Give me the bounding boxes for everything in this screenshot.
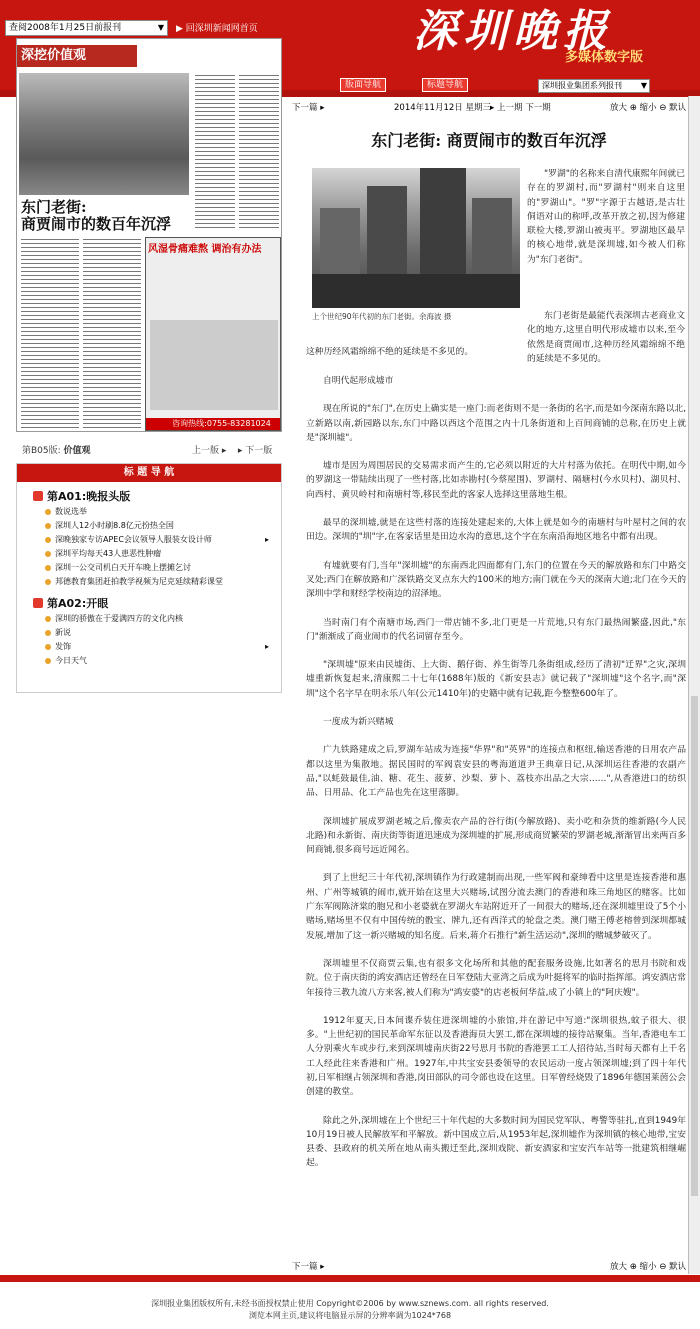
next-section-label: 下一版 [245, 446, 273, 456]
thumbnail-banner-label: 深挖价值观 [17, 45, 137, 67]
page-heading-label: 第A01:晚报头版 [47, 490, 131, 503]
thumbnail-photo[interactable] [19, 73, 189, 195]
list-item[interactable] [17, 654, 281, 668]
photo-building [420, 168, 466, 278]
group-publications-select[interactable] [538, 79, 650, 93]
list-item-label: 数说选举 [55, 507, 87, 516]
chevron-down-icon: ▼ [640, 81, 647, 90]
bullet-icon [45, 565, 51, 571]
next-issue-link[interactable]: 下一期 [525, 103, 551, 113]
section-pager [192, 443, 272, 456]
date-select-label: 查阅2008年1月25日前报刊 [9, 23, 122, 33]
list-item-label: 深晚独家专访APEC会议领导人服装女设计师 [55, 535, 212, 544]
thumbnail-text-column [83, 239, 141, 429]
article-paragraph: 到了上世纪三十年代初,深圳镇作为行政建制而出现,一些军阀和豪绅看中这里是连接香港和惠州、广州等城镇的闹市,就开始在这里大兴赌场,试图分流去澳门的香港和珠三角地区的赌客。比如广东军阀陈济棠的胞兄和小老婆就在罗湖火车站附近开了一间很大的赌场,还在深圳墟里设了5个小赌场,赌场里不仅有中国传统的骰宝、牌九,还有西洋式的轮盘之类。澳门赌王傅老榕曾到深圳都城发展,增加了这一新兴赌城的知名度。后来,蒋介石推行"新生活运动",深圳的赌城梦破灭了。 [306, 873, 686, 941]
more-icon[interactable]: ▸ [264, 642, 269, 651]
list-item[interactable] [17, 505, 281, 519]
section-name: 价值观 [63, 446, 91, 456]
article-body [306, 374, 686, 1171]
next-article-link[interactable]: 下一篇 ▸ [292, 103, 325, 113]
thumbnail-ad[interactable] [145, 237, 281, 431]
list-item-label: 深圳平均每天43人患恶性肿瘤 [55, 549, 162, 558]
zoom-out-button[interactable]: 缩小 [639, 1262, 657, 1272]
more-icon[interactable]: ▸ [264, 535, 269, 544]
article-paragraph: 1912年夏天,日本间谍乔装住进深圳墟的小旅馆,并在游记中写道:"深圳很热,蚊子很大、很多。"上世纪初的国民革命军东征以及香港海员大罢工,都在深圳墟的接待站聚集。当年,香港电车工人分别乘火车或步行,来到深圳墟南庆街22号思月书院的香港罢工工人招待站,当时每天都有上千名工人经此往来香港和广州。1927年,中共宝安县委领导的农民运动一度占领深圳墟;到了四十年代初,日军相继占领深圳和香港,岗田部队的司令部也设在这里。日军曾经烧毁了1896年德国莱茵公会创建的教堂。 [306, 1015, 686, 1098]
bullet-icon [45, 658, 51, 664]
title-nav-panel [16, 463, 282, 693]
copyright-text: 深圳报业集团版权所有,未经书面授权禁止使用 Copyright©2006 by www.sznews.com. all rights reserved. [151, 1299, 549, 1308]
article-subheading: 一度成为新兴赌城 [323, 717, 394, 728]
article-paragraph: 有墟就要有门,当年"深圳墟"的东南西北四面都有门,东门的位置在今天的解放路和东门中路交叉处;西门在解放路和广深铁路交叉点东大约100米的地方;南门就在今天的深南大道;北门在今天的深圳中学和财经学校南边的沼泽地。 [306, 560, 686, 600]
photo-building [472, 198, 512, 278]
article-paragraph: 深圳墟扩展成罗湖老城之后,像卖农产品的谷行街(今解放路)、卖小吃和杂货的维新路(今人民北路)和永新街、南庆街等街道迅速成为深圳墟的扩展,形成商贸繁荣的罗湖老城,渐渐冒出来两百多间商铺,很多商号远近闻名。 [306, 816, 686, 856]
article-paragraph: 广九铁路建成之后,罗湖车站成为连接"华界"和"英界"的连接点和枢纽,输送香港的日用农产品都以这里为集散地。据民国时的军阀袁安县的粤海道道尹王典章日记,从深圳运往香港的农副产品,"以蚝鼓最佳,油、糖、花生、菠萝、沙梨、萝卜、荔枝亦出品之大宗……",从香港进口的纺织品、日用品、化工产品也先在这里落脚。 [306, 745, 686, 799]
zoom-out-button[interactable]: 缩小 [639, 103, 657, 113]
list-item[interactable] [17, 519, 281, 533]
home-link-label: 回深圳新闻网首页 [185, 24, 258, 34]
issue-pager: ▸ 上一期 下一期 [490, 103, 551, 113]
list-item[interactable] [17, 626, 281, 640]
zoom-controls [610, 101, 700, 113]
page-heading-label: 第A02:开眼 [47, 597, 109, 610]
page-icon [33, 598, 43, 608]
article-paragraph: 最早的深圳墟,就是在这些村落的连接处建起来的,大体上就是如今的南塘村与叶屋村之间的农田边。深圳的"圳"字,在客家话里是田边水沟的意思,这个字在东南沿海地区地名中都有出现。 [306, 518, 686, 543]
photo-caption: 上个世纪90年代初的东门老街。余海波 摄 [312, 312, 452, 321]
thumbnail-text-column [239, 75, 279, 231]
bullet-icon [45, 644, 51, 650]
list-item[interactable] [17, 612, 281, 626]
photo-crowd [312, 274, 520, 308]
thumbnail-text-column [195, 75, 235, 231]
ad-title: 风湿骨痛难熬 调治有办法 [148, 244, 262, 255]
bullet-icon [45, 509, 51, 515]
next-article-link[interactable]: 下一篇 ▸ [292, 1262, 325, 1272]
thumbnail-text-column [21, 239, 79, 429]
zoom-controls: 放大 ⊕ 缩小 ⊖ 默认 [610, 1262, 687, 1272]
thumbnail-title-line: 商贾闹市的数百年沉浮 [21, 215, 172, 233]
logo-subtitle: 多媒体数字版 [565, 50, 644, 65]
article-paragraph: 除此之外,深圳墟在上个世纪三十年代起的大多数时间为国民党军队、粤警等驻扎,直到1949年10月19日被人民解放军和平解放。新中国成立后,从1953年起,深圳墟作为深圳镇的核心地带,宝安县委、县政府的机关所在地从南头搬迁至此,深圳戏院、新安酒家和宝安汽车站等一批建筑相继崛起。 [306, 1115, 686, 1169]
page-heading[interactable] [17, 589, 281, 612]
article-subheading: 自明代起形成墟市 [323, 376, 394, 386]
title-nav-heading: 标 题 导 航 [17, 464, 281, 482]
date-select[interactable] [5, 20, 168, 36]
list-item[interactable] [17, 575, 281, 589]
article-paragraph: "罗湖"的名称来自清代康熙年间就已存在的罗湖村,而"罗湖村"则来自这里的"罗湖山"。"罗"字源于古越语,是古壮侗语对山的称呼,改革开放之初,因为修建联检大楼,罗湖山被夷平。罗湖地区最早的核心地带,就是深圳墟,如今被人们称为"东门老街"。 [527, 169, 685, 265]
article-paragraph: 东门老街是最能代表深圳古老商业文化的地方,这里自明代形成墟市以来,至今依然是商贾闹市,这种历经风霜绵绵不绝的延续是不多见的。 [527, 311, 685, 364]
footer-bar [0, 1275, 700, 1282]
default-zoom-button[interactable]: 默认 [669, 103, 687, 113]
prev-issue-link[interactable]: 上一期 [496, 103, 523, 113]
section-label [22, 443, 91, 456]
bullet-icon [45, 551, 51, 557]
article-paragraph: "深圳墟"原来由民墟街、上大街、鹅仔街、养生街等几条街组成,经历了清初"迁界"之灾,深圳墟重新恢复起来,清康熙二十七年(1688年)版的《新安县志》就记载了"深圳墟"这个名字,而"深圳"这个名字早在明永乐八年(公元1410年)的史籍中就有记载,距今整整600年了。 [306, 660, 686, 699]
page-heading[interactable] [17, 482, 281, 505]
scrollbar[interactable] [689, 96, 700, 1274]
list-item-label: 深圳人12小时刷8.8亿元扮热全国 [55, 521, 174, 530]
bullet-icon [45, 537, 51, 543]
article-photo[interactable] [312, 168, 520, 308]
list-item-label: 深圳一公交司机白天开车晚上摆摊乞讨 [55, 563, 191, 572]
list-item[interactable] [17, 533, 281, 547]
resolution-note: 浏览本网主页,建议将电脑显示屏的分辨率调为1024*768 [248, 1311, 452, 1320]
layout-nav-button[interactable]: 版面导航 [340, 78, 386, 92]
bullet-icon [45, 616, 51, 622]
ad-phone: 咨询热线:0755-83281024 [146, 418, 280, 430]
zoom-in-button[interactable]: 放大 [610, 103, 628, 113]
article-paragraph: 现在所说的"东门",在历史上确实是一座门:而老街则不是一条街的名字,而是如今深南东路以北,立新路以南,新园路以东,东门中路以西这个范围之内十几条街道和上百间商铺的总称,在历史上就是"深圳墟"。 [306, 404, 686, 443]
bullet-icon [45, 523, 51, 529]
chevron-down-icon: ▼ [157, 23, 164, 32]
article-paragraph: 深圳墟里不仅商贾云集,也有很多文化场所和其他的配套服务设施,比如著名的思月书院和戏院。位于南庆街的鸿安酒店还曾经在日军登陆大亚湾之后成为叶挺将军的临时指挥部。鸿安酒店常年接待三教九流八方来客,被人们称为"鸿安婆"的店老板何华益,成了小镇上的"阿庆嫂"。 [306, 958, 686, 998]
list-item-label: 邦德教育集团赶拍教学视频为尼克延续精彩课堂 [55, 577, 223, 586]
thumbnail-title[interactable] [21, 199, 191, 233]
issue-date: 2014年11月12日 星期三 [394, 103, 491, 113]
footer [0, 1298, 700, 1322]
home-link[interactable]: ▶ 回深圳新闻网首页 [176, 24, 258, 34]
article-title: 东门老街: 商贾闹市的数百年沉浮 [371, 131, 607, 150]
thumbnail-title-line: 东门老街: [21, 198, 87, 216]
thumbnail-banner [17, 39, 281, 71]
photo-building [367, 186, 407, 278]
next-article-label: 下一篇 [292, 1262, 318, 1272]
group-select-label: 深圳报业集团系列报刊 [542, 81, 622, 90]
section-number: 第B05版: [22, 446, 61, 456]
page-icon [33, 491, 43, 501]
article-paragraph: 墟市是因为周围居民的交易需求而产生的,它必须以附近的大片村落为依托。在明代中期,如今的罗湖这一带陆续出现了一些村落,比如赤勘村(今蔡屋围)、罗湖村、隔塘村(今水贝村)、湖贝村、向西村、黄贝岭村和南塘村等,移民至此的客家人选择这里落地生根。 [306, 461, 686, 500]
next-section-link[interactable]: ▸ 下一版 [237, 446, 273, 456]
list-item[interactable] [17, 547, 281, 561]
newspaper-logo[interactable]: 深圳晚报 [413, 6, 613, 57]
prev-section-label: 上一版 [192, 446, 220, 456]
scrollbar-thumb[interactable] [691, 696, 698, 1196]
photo-building [320, 208, 360, 278]
zoom-in-button[interactable]: 放大 [610, 1262, 628, 1272]
list-item-label: 深圳的骄傲在于爱满四方的文化内核 [55, 614, 183, 623]
zoom-in-icon[interactable]: ⊕ [629, 103, 637, 113]
list-item[interactable] [17, 561, 281, 575]
list-item-label: 发饰 [55, 642, 71, 651]
default-zoom-button[interactable]: 默认 [669, 1262, 687, 1272]
article-paragraph: 当时南门有个南塘市场,西门一带店铺不多,北门更是一片荒地,只有东门最热闹繁盛,因此,"东门"渐渐成了商业闹市的代名词留存至今。 [306, 617, 686, 642]
next-article-label: 下一篇 [292, 103, 318, 113]
list-item-label: 今日天气 [55, 656, 87, 665]
bullet-icon [45, 579, 51, 585]
list-item[interactable] [17, 640, 281, 654]
list-item-label: 新说 [55, 628, 71, 637]
bullet-icon [45, 630, 51, 636]
zoom-out-icon[interactable]: ⊖ [659, 103, 667, 113]
prev-section-link[interactable]: 上一版 ▸ [192, 446, 227, 456]
article-paragraph-tail: 这种历经风霜绵绵不绝的延续是不多见的。 [306, 347, 474, 357]
title-nav-button[interactable]: 标题导航 [422, 78, 468, 92]
page-thumbnail[interactable] [16, 38, 282, 432]
ad-image [150, 320, 278, 410]
